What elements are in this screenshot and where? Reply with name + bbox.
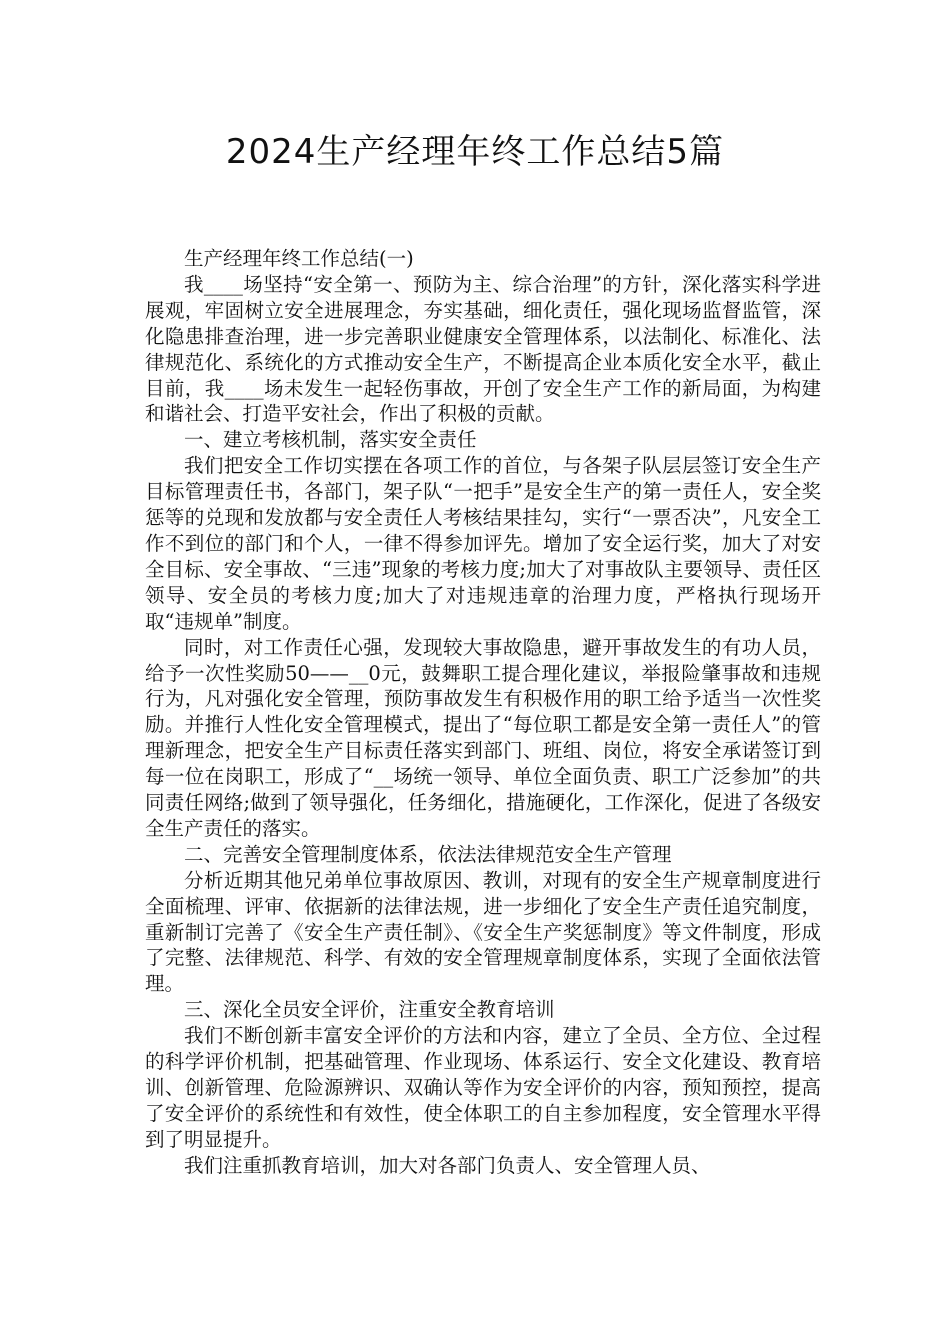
document-body (145, 246, 821, 1179)
paragraph: 我们把安全工作切实摆在各项工作的首位，与各架子队层层签订安全生产目标管理责任书，各部门，架子队“一把手”是安全生产的第一责任人，安全奖惩等的兑现和发放都与安全责任人考核结果挂勾，实行“一票否决”，凡安全工作不到位的部门和个人，一律不得参加评先。增加了安全运行奖，加大了对安全目标、安全事故、“三违”现象的考核力度;加大了对事故队主要领导、责任区领导、安全员的考核力度;加大了对违规违章的治理力度，严格执行现场开取“违规单”制度。 (145, 454, 821, 633)
section-heading: 一、建立考核机制，落实安全责任 (184, 428, 477, 452)
paragraph: 我们不断创新丰富安全评价的方法和内容，建立了全员、全方位、全过程的科学评价机制，把基础管理、作业现场、体系运行、安全文化建设、教育培训、创新管理、危险源辨识、双确认等作为安全评价的内容，预知预控，提高了安全评价的系统性和有效性，使全体职工的自主参加程度，安全管理水平得到了明显提升。 (145, 1024, 821, 1151)
paragraph: 分析近期其他兄弟单位事故原因、教训，对现有的安全生产规章制度进行全面梳理、评审、依据新的法律法规，进一步细化了安全生产责任追究制度，重新制订完善了《安全生产责任制》、《安全生产奖惩制度》等文件制度，形成了完整、法律规范、科学、有效的安全管理规章制度体系，实现了全面依法管理。 (145, 868, 821, 996)
section-heading: 生产经理年终工作总结(一) (184, 247, 414, 270)
paragraph: 我们注重抓教育培训，加大对各部门负责人、安全管理人员、 (184, 1153, 711, 1177)
section-heading: 二、完善安全管理制度体系，依法法律规范安全生产管理 (184, 842, 672, 866)
paragraph: 同时，对工作责任心强，发现较大事故隐患，避开事故发生的有功人员，给予一次性奖励50——__0元，鼓舞职工提合理化建议，举报险肇事故和违规行为，凡对强化安全管理，预防事故发生有积极作用的职工给予适当一次性奖励。并推行人性化安全管理模式，提出了“每位职工都是安全第一责任人”的管理新理念，把安全生产目标责任落实到部门、班组、岗位，将安全承诺签订到每一位在岗职工，形成了“__场统一领导、单位全面负责、职工广泛参加”的共同责任网络;做到了领导强化，任务细化，措施硬化，工作深化，促进了各级安全生产责任的落实。 (145, 635, 821, 840)
section-heading: 三、深化全员安全评价，注重安全教育培训 (184, 998, 555, 1022)
paragraph: 我____场坚持“安全第一、预防为主、综合治理”的方针，深化落实科学进展观，牢固树立安全进展理念，夯实基础，细化责任，强化现场监督监管，深化隐患排查治理，进一步完善职业健康安全管理体系，以法制化、标准化、法律规范化、系统化的方式推动安全生产，不断提高企业本质化安全水平，截止目前，我____场未发生一起轻伤事故，开创了安全生产工作的新局面，为构建和谐社会、打造平安社会，作出了积极的贡献。 (145, 272, 821, 426)
document-title: 2024生产经理年终工作总结5篇 (225, 132, 725, 172)
